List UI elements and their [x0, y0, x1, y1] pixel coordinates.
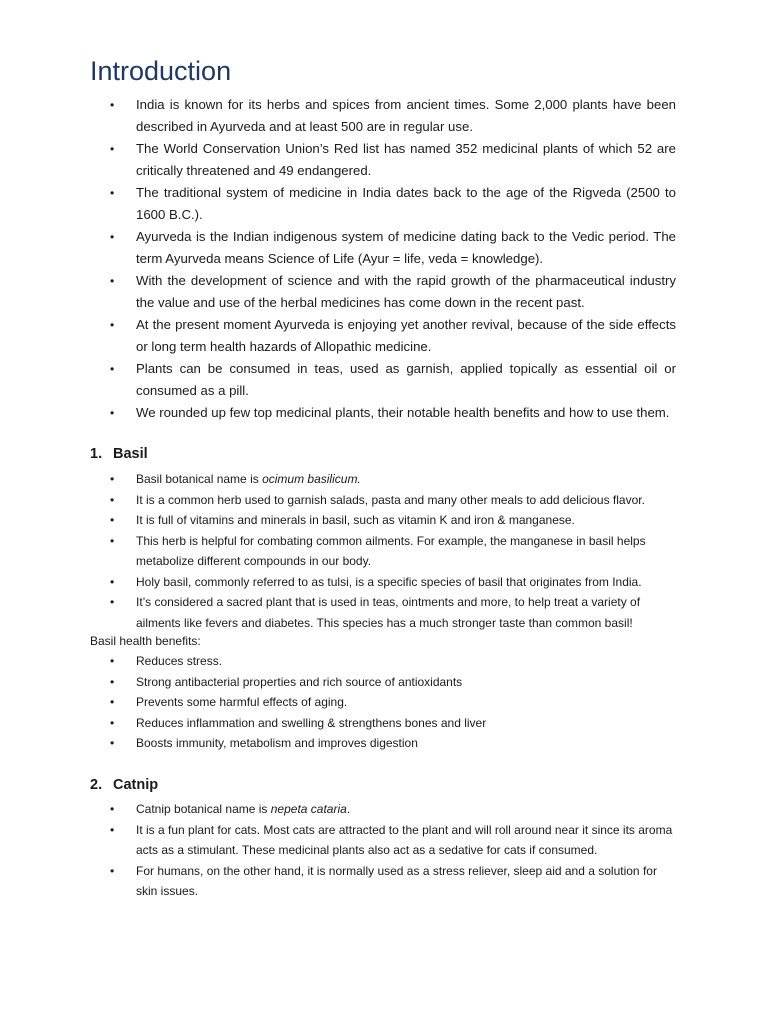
- list-item: • Basil botanical name is ocimum basilicum.: [90, 469, 676, 490]
- bullet-icon: •: [110, 674, 115, 689]
- bullet-icon: •: [110, 802, 115, 816]
- catnip-list: [90, 799, 676, 902]
- list-item: • Ayurveda is the Indian indigenous system of medicine dating back to the Vedic period. The term Ayurveda means Science of Life (Ayur = life, veda = knowledge).: [90, 226, 676, 270]
- bullet-icon: •: [110, 274, 115, 288]
- bullet-icon: •: [110, 230, 115, 244]
- bullet-icon: •: [110, 533, 115, 548]
- catnip-heading: 2. Catnip: [90, 777, 159, 793]
- list-item: • Prevents some harmful effects of aging.: [90, 692, 676, 713]
- bullet-icon: •: [110, 863, 115, 878]
- basil-list: [90, 469, 676, 633]
- botanical-name: nepeta cataria: [270, 802, 347, 816]
- bullet-icon: •: [110, 715, 115, 730]
- list-item: • Catnip botanical name is nepeta cataria.: [90, 799, 676, 820]
- bullet-icon: •: [110, 695, 115, 709]
- bullet-icon: •: [110, 492, 115, 507]
- list-item: • Reduces stress.: [90, 651, 676, 672]
- list-item: • For humans, on the other hand, it is normally used as a stress reliever, sleep aid and a solution for skin issues.: [90, 861, 676, 902]
- list-item: • We rounded up few top medicinal plants, their notable health benefits and how to use them.: [90, 402, 676, 424]
- bullet-icon: •: [110, 472, 115, 486]
- list-item: • India is known for its herbs and spices from ancient times. Some 2,000 plants have been described in Ayurveda and at least 500 are in regular use.: [90, 94, 676, 138]
- list-item: • Reduces inflammation and swelling & strengthens bones and liver: [90, 713, 676, 734]
- list-item: • It’s considered a sacred plant that is used in teas, ointments and more, to help treat a variety of ailments like fevers and diabetes. This species has a much stronger taste than common basil!: [90, 592, 676, 633]
- basil-benefits-label: Basil health benefits:: [90, 634, 201, 648]
- bullet-icon: •: [110, 595, 115, 609]
- page-title: Introduction: [90, 56, 232, 86]
- bullet-icon: •: [110, 574, 115, 589]
- list-item: • This herb is helpful for combating common ailments. For example, the manganese in basil helps metabolize different compounds in our body.: [90, 531, 676, 572]
- bullet-icon: •: [110, 318, 115, 332]
- list-item: • Boosts immunity, metabolism and improves digestion: [90, 733, 676, 754]
- list-item: • Holy basil, commonly referred to as tulsi, is a specific species of basil that originates from India.: [90, 572, 676, 593]
- list-item: • It is full of vitamins and minerals in basil, such as vitamin K and iron & manganese.: [90, 510, 676, 531]
- list-item: • Strong antibacterial properties and rich source of antioxidants: [90, 672, 676, 693]
- bullet-icon: •: [110, 142, 115, 156]
- bullet-icon: •: [110, 362, 115, 376]
- list-item: • It is a common herb used to garnish salads, pasta and many other meals to add delicious flavor.: [90, 490, 676, 511]
- bullet-icon: •: [110, 822, 115, 837]
- bullet-icon: •: [110, 513, 115, 527]
- list-item: • It is a fun plant for cats. Most cats are attracted to the plant and will roll around near it since its aroma acts as a stimulant. These medicinal plants also act as a sedative for cats if consumed.: [90, 820, 676, 861]
- botanical-name: ocimum basilicum.: [262, 472, 361, 486]
- list-item: • The traditional system of medicine in India dates back to the age of the Rigveda (2500 to 1600 B.C.).: [90, 182, 676, 226]
- bullet-icon: •: [110, 186, 115, 200]
- list-item: • With the development of science and with the rapid growth of the pharmaceutical industry the value and use of the herbal medicines has come down in the recent past.: [90, 270, 676, 314]
- bullet-icon: •: [110, 654, 115, 668]
- basil-benefits-list: [90, 651, 676, 754]
- basil-heading: 1. Basil: [90, 446, 148, 462]
- bullet-icon: •: [110, 736, 115, 750]
- list-item: • Plants can be consumed in teas, used as garnish, applied topically as essential oil or consumed as a pill.: [90, 358, 676, 402]
- list-item: • The World Conservation Union’s Red list has named 352 medicinal plants of which 52 are critically threatened and 49 endangered.: [90, 138, 676, 182]
- bullet-icon: •: [110, 98, 115, 112]
- intro-list: [90, 94, 676, 424]
- list-item: • At the present moment Ayurveda is enjoying yet another revival, because of the side effects or long term health hazards of Allopathic medicine.: [90, 314, 676, 358]
- bullet-icon: •: [110, 406, 115, 420]
